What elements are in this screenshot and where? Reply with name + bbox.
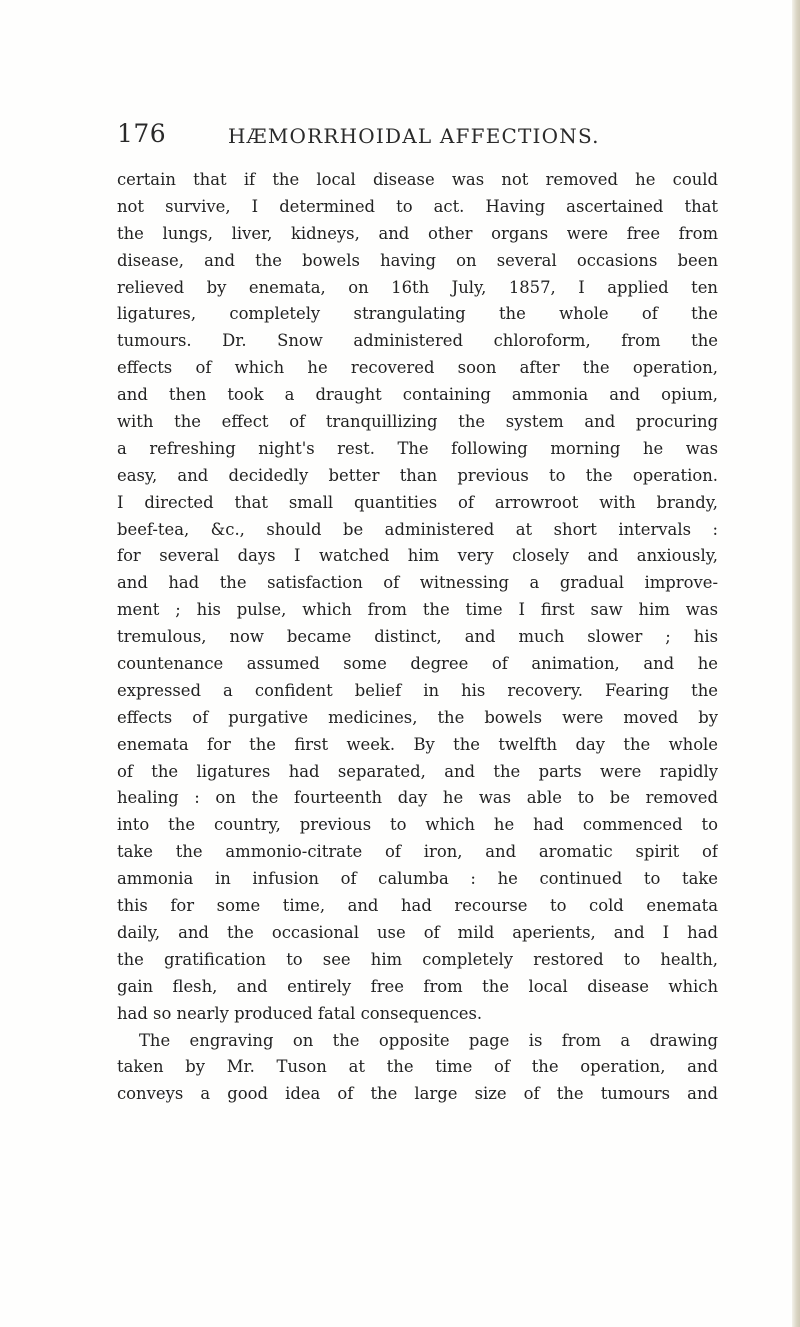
text-line: not survive, I determined to act. Having ascertained that xyxy=(117,196,718,216)
text-line: easy, and decidedly better than previous to the operation. xyxy=(117,465,718,485)
text-line: countenance assumed some degree of animation, and he xyxy=(117,654,718,674)
text-line: expressed a confident belief in his recovery. Fearing the xyxy=(117,680,718,700)
text-line: had so nearly produced fatal consequences. xyxy=(117,1003,483,1023)
text-line: ment ; his pulse, which from the time I first saw him was xyxy=(117,600,718,620)
text-line: and had the satisfaction of witnessing a gradual improve- xyxy=(117,573,718,593)
page-number: 176 xyxy=(117,119,167,148)
text-line: tremulous, now became distinct, and much slower ; his xyxy=(117,627,718,647)
text-line: enemata for the first week. By the twelfth day the whole xyxy=(117,734,718,754)
running-title: HÆMORRHOIDAL AFFECTIONS. xyxy=(228,124,600,148)
text-line: ammonia in infusion of calumba : he continued to take xyxy=(117,869,718,889)
text-line: relieved by enemata, on 16th July, 1857, I applied ten xyxy=(117,277,718,297)
text-line: tumours. Dr. Snow administered chloroform, from the xyxy=(117,331,718,351)
text-line: ligatures, completely strangulating the whole of the xyxy=(117,304,718,324)
text-line: effects of which he recovered soon after the operation, xyxy=(117,358,718,378)
text-line: of the ligatures had separated, and the parts were rapidly xyxy=(117,761,718,781)
text-line: and then took a draught containing ammonia and opium, xyxy=(117,385,718,405)
text-line: The engraving on the opposite page is from a drawing xyxy=(139,1030,718,1050)
text-line: into the country, previous to which he had commenced to xyxy=(117,815,718,835)
text-line: this for some time, and had recourse to cold enemata xyxy=(117,896,718,916)
text-line: take the ammonio-citrate of iron, and aromatic spirit of xyxy=(117,842,718,862)
text-line: taken by Mr. Tuson at the time of the operation, and xyxy=(117,1057,718,1077)
text-line: healing : on the fourteenth day he was able to be removed xyxy=(117,788,718,808)
text-line: certain that if the local disease was not removed he could xyxy=(117,170,718,189)
body-text xyxy=(117,167,718,1108)
page-header xyxy=(117,116,717,152)
text-line: disease, and the bowels having on several occasions been xyxy=(117,250,718,270)
text-line: daily, and the occasional use of mild aperients, and I had xyxy=(117,922,718,942)
text-line: with the effect of tranquillizing the system and procuring xyxy=(117,412,718,432)
text-line: beef-tea, &c., should be administered at short intervals : xyxy=(117,519,718,539)
text-line: conveys a good idea of the large size of the tumours and xyxy=(117,1084,718,1104)
text-line: I directed that small quantities of arrowroot with brandy, xyxy=(117,492,718,512)
text-line: the gratification to see him completely restored to health, xyxy=(117,949,718,969)
page-edge-shadow xyxy=(792,0,800,1327)
text-line: for several days I watched him very closely and anxiously, xyxy=(117,546,718,566)
text-line: gain flesh, and entirely free from the local disease which xyxy=(117,976,718,996)
text-line: the lungs, liver, kidneys, and other organs were free from xyxy=(117,223,718,243)
text-line: a refreshing night's rest. The following morning he was xyxy=(117,438,718,458)
text-line: effects of purgative medicines, the bowels were moved by xyxy=(117,707,718,727)
